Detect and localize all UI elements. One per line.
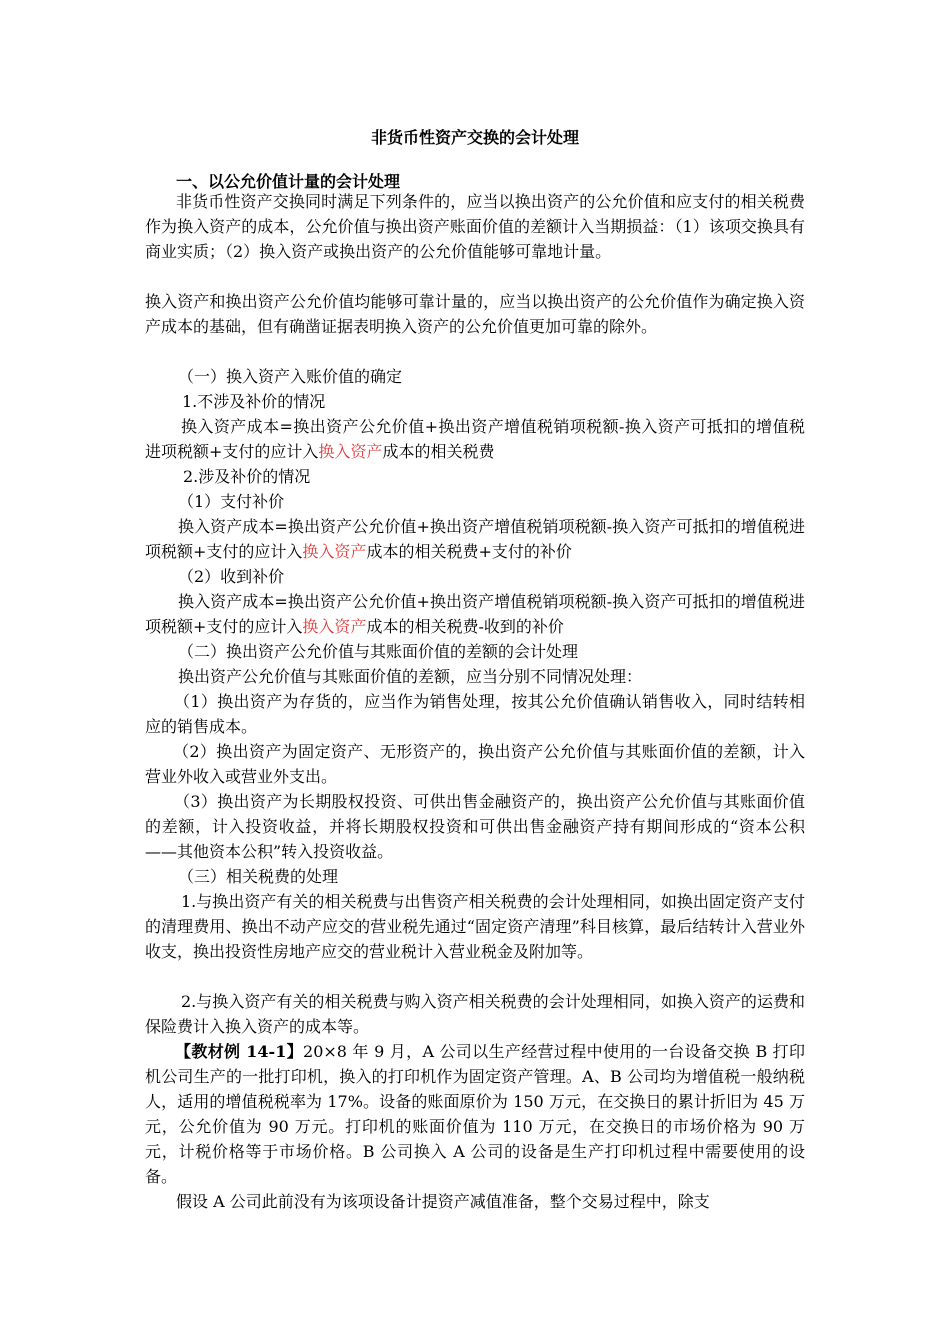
highlight-term: 换入资产 [318, 442, 383, 461]
highlight-term: 换入资产 [302, 542, 367, 561]
paragraph-assumption: 假设 A 公司此前没有为该项设备计提资产减值准备，整个交易过程中，除支 [176, 1192, 710, 1211]
paragraph-case-investments: （3）换出资产为长期股权投资、可供出售金融资产的，换出资产公允价值与其账面价值的差额，计入投资收益，并将长期股权投资和可供出售金融资产持有期间形成的“资本公积——其他资本公积”转入投资收益。 [145, 792, 805, 861]
formula-text: 换入资产成本=换出资产公允价值+换出资产增值税销项税额-换入资产可抵扣的增值税进项税额+支付的应计入 [145, 417, 805, 461]
paragraph-textbook-example [145, 1039, 805, 1189]
highlight-term: 换入资产 [302, 617, 367, 636]
formula-suffix: 成本的相关税费 [382, 442, 495, 461]
subheading-entry-value: （一）换入资产入账价值的确定 [178, 367, 403, 386]
paragraph-basis: 换入资产和换出资产公允价值均能够可靠计量的，应当以换出资产的公允价值作为确定换入资产成本的基础，但有确凿证据表明换入资产的公允价值更加可靠的除外。 [145, 292, 805, 336]
formula-pay-boot [145, 514, 805, 564]
paragraph-conditions: 非货币性资产交换同时满足下列条件的，应当以换出资产的公允价值和应支付的相关税费作为换入资产的成本，公允价值与换出资产账面价值的差额计入当期损益：（1）该项交换具有商业实质；（2）换入资产或换出资产的公允价值能够可靠地计量。 [145, 192, 805, 261]
paragraph-case-inventory: （1）换出资产为存货的，应当作为销售处理，按其公允价值确认销售收入，同时结转相应的销售成本。 [145, 692, 805, 736]
formula-suffix: 成本的相关税费-收到的补价 [366, 617, 564, 636]
example-text: 20×8 年 9 月，A 公司以生产经营过程中使用的一台设备交换 B 打印机公司生产的一批打印机，换入的打印机作为固定资产管理。A、B 公司均为增值税一般纳税人，适用的增值税税率为 17%。设备的账面原价为 150 万元，在交换日的累计折旧为 45 万元，公允价值为 90 万元。打印机的账面价值为 110 万元，在交换日的市场价格为 90 万元，计税价格等于市场价格。B 公司换入 A 公司的设备是生产打印机过程中需要使用的设备。 [145, 1042, 805, 1186]
formula-receive-boot [145, 589, 805, 639]
formula-text: 换入资产成本=换出资产公允价值+换出资产增值税销项税额-换入资产可抵扣的增值税进项税额+支付的应计入 [145, 592, 805, 636]
document-title: 非货币性资产交换的会计处理 [370, 128, 579, 147]
section-heading-fair-value: 一、以公允价值计量的会计处理 [176, 172, 401, 191]
example-tag: 【教材例 14-1】 [175, 1042, 304, 1061]
paragraph-taxes-incoming: 2.与换入资产有关的相关税费与购入资产相关税费的会计处理相同，如换入资产的运费和保险费计入换入资产的成本等。 [145, 992, 805, 1036]
paragraph-case-fixed-assets: （2）换出资产为固定资产、无形资产的，换出资产公允价值与其账面价值的差额，计入营业外收入或营业外支出。 [145, 742, 805, 786]
item-receive-boot: （2）收到补价 [178, 567, 285, 586]
paragraph-difference-intro: 换出资产公允价值与其账面价值的差额，应当分别不同情况处理： [178, 667, 643, 686]
formula-no-boot [145, 414, 805, 464]
item-pay-boot: （1）支付补价 [178, 492, 285, 511]
item-no-boot: 1.不涉及补价的情况 [182, 392, 326, 411]
subheading-difference: （二）换出资产公允价值与其账面价值的差额的会计处理 [178, 642, 579, 661]
formula-suffix: 成本的相关税费+支付的补价 [366, 542, 572, 561]
formula-text: 换入资产成本=换出资产公允价值+换出资产增值税销项税额-换入资产可抵扣的增值税进项税额+支付的应计入 [145, 517, 805, 561]
item-with-boot: 2.涉及补价的情况 [183, 467, 311, 486]
paragraph-taxes-outgoing: 1.与换出资产有关的相关税费与出售资产相关税费的会计处理相同，如换出固定资产支付的清理费用、换出不动产应交的营业税先通过“固定资产清理”科目核算，最后结转计入营业外收支，换出投资性房地产应交的营业税计入营业税金及附加等。 [145, 892, 805, 961]
subheading-taxes: （三）相关税费的处理 [178, 867, 339, 886]
